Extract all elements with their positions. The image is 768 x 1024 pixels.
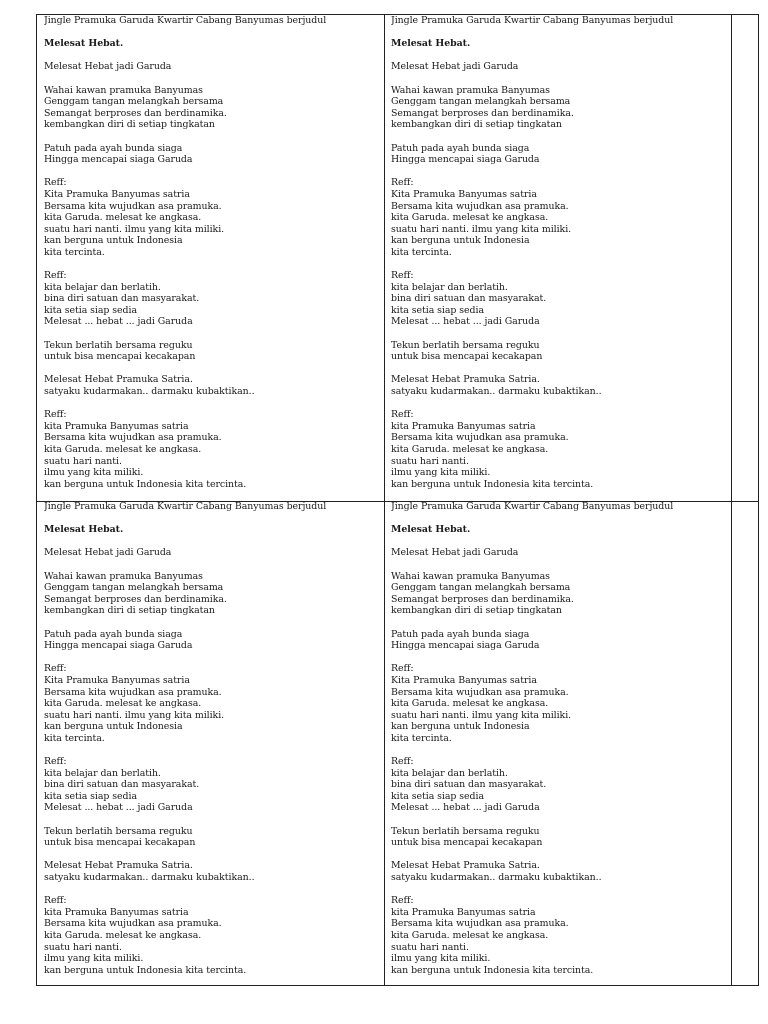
- spacer: [391, 617, 731, 629]
- lyric-line: kita Garuda. melesat ke angkasa.: [391, 212, 549, 224]
- card-heading: Jingle Pramuka Garuda Kwartir Cabang Banyumas berjudul: [391, 501, 674, 512]
- spacer: [44, 398, 384, 410]
- lyric-line: kita belajar dan berlatih.: [44, 767, 161, 779]
- spacer: [391, 536, 731, 548]
- lyric-line: Genggam tangan melangkah bersama: [391, 96, 571, 108]
- lyric-line: suatu hari nanti.: [391, 941, 469, 953]
- lyrics-card-bottom-left: [44, 501, 384, 985]
- lyric-line: kan berguna untuk Indonesia: [44, 235, 183, 247]
- spacer: [391, 652, 731, 664]
- lyric-line: untuk bisa mencapai kecakapan: [44, 351, 196, 363]
- reff-label: Reff:: [44, 895, 67, 907]
- lyric-line: kita Pramuka Banyumas satria: [44, 906, 189, 918]
- lyric-line: Melesat Hebat Pramuka Satria.: [391, 860, 540, 872]
- lyric-line: Patuh pada ayah bunda siaga: [391, 142, 530, 154]
- spacer: [391, 744, 731, 756]
- column-divider-right: [731, 15, 732, 985]
- lyric-line: untuk bisa mencapai kecakapan: [44, 837, 196, 849]
- lyric-line: kan berguna untuk Indonesia: [391, 721, 530, 733]
- lyric-line: kita tercinta.: [391, 732, 452, 744]
- lyric-line: suatu hari nanti. ilmu yang kita miliki.: [391, 223, 572, 235]
- lyric-line: Wahai kawan pramuka Banyumas: [391, 570, 550, 582]
- lyric-line: kita Garuda. melesat ke angkasa.: [44, 929, 202, 941]
- lyric-line: suatu hari nanti. ilmu yang kita miliki.: [44, 709, 225, 721]
- card-heading: Jingle Pramuka Garuda Kwartir Cabang Banyumas berjudul: [44, 15, 327, 26]
- lyrics-card-top-left: [44, 15, 384, 499]
- lyrics-sheet-table: [36, 14, 759, 986]
- lyric-line: kita Garuda. melesat ke angkasa.: [44, 698, 202, 710]
- spacer: [44, 652, 384, 664]
- song-subtitle: Melesat Hebat jadi Garuda: [44, 61, 172, 73]
- spacer: [44, 559, 384, 571]
- lyric-line: kita tercinta.: [44, 246, 105, 258]
- lyric-line: Genggam tangan melangkah bersama: [44, 582, 224, 594]
- lyric-line: Wahai kawan pramuka Banyumas: [391, 84, 550, 96]
- lyric-line: Melesat ... hebat ... jadi Garuda: [44, 316, 193, 328]
- lyric-line: kembangkan diri di setiap tingkatan: [44, 605, 215, 617]
- spacer: [44, 50, 384, 62]
- lyric-line: ilmu yang kita miliki.: [391, 953, 491, 965]
- spacer: [44, 849, 384, 861]
- spacer: [44, 884, 384, 896]
- lyric-line: untuk bisa mencapai kecakapan: [391, 837, 543, 849]
- spacer: [44, 536, 384, 548]
- lyric-line: kan berguna untuk Indonesia kita tercinta.: [44, 478, 247, 490]
- lyric-line: ilmu yang kita miliki.: [391, 467, 491, 479]
- spacer: [44, 131, 384, 143]
- card-heading: Jingle Pramuka Garuda Kwartir Cabang Banyumas berjudul: [44, 501, 327, 512]
- spacer: [391, 559, 731, 571]
- lyric-line: Hingga mencapai siaga Garuda: [44, 154, 193, 166]
- lyric-line: Bersama kita wujudkan asa pramuka.: [44, 918, 222, 930]
- lyric-line: bina diri satuan dan masyarakat.: [391, 779, 547, 791]
- reff-label: Reff:: [391, 177, 414, 189]
- lyric-line: kita setia siap sedia: [391, 304, 484, 316]
- lyric-line: ilmu yang kita miliki.: [44, 953, 144, 965]
- spacer: [44, 27, 384, 39]
- lyric-line: Kita Pramuka Banyumas satria: [44, 674, 190, 686]
- spacer: [44, 363, 384, 375]
- song-subtitle: Melesat Hebat jadi Garuda: [391, 547, 519, 559]
- spacer: [391, 328, 731, 340]
- lyric-line: satyaku kudarmakan.. darmaku kubaktikan..: [391, 872, 602, 883]
- lyric-line: kita belajar dan berlatih.: [391, 281, 508, 293]
- song-title: Melesat Hebat.: [391, 38, 471, 50]
- lyric-line: Kita Pramuka Banyumas satria: [391, 188, 537, 200]
- lyric-line: Tekun berlatih bersama reguku: [391, 825, 540, 837]
- lyrics-card-top-right: [391, 15, 731, 499]
- lyric-line: kita setia siap sedia: [44, 304, 137, 316]
- lyric-line: bina diri satuan dan masyarakat.: [391, 293, 547, 305]
- spacer: [391, 814, 731, 826]
- lyric-line: suatu hari nanti.: [391, 455, 469, 467]
- lyric-line: bina diri satuan dan masyarakat.: [44, 293, 200, 305]
- lyric-line: Hingga mencapai siaga Garuda: [391, 154, 540, 166]
- lyric-line: Tekun berlatih bersama reguku: [391, 339, 540, 351]
- reff-label: Reff:: [391, 409, 414, 421]
- lyric-line: Patuh pada ayah bunda siaga: [44, 628, 183, 640]
- song-title: Melesat Hebat.: [391, 524, 471, 536]
- lyric-line: Tekun berlatih bersama reguku: [44, 825, 193, 837]
- lyric-line: kita setia siap sedia: [391, 790, 484, 802]
- lyric-line: kembangkan diri di setiap tingkatan: [391, 605, 562, 617]
- lyric-line: Melesat Hebat Pramuka Satria.: [44, 860, 193, 872]
- lyric-line: Semangat berproses dan berdinamika.: [391, 593, 574, 605]
- lyric-line: kita belajar dan berlatih.: [391, 767, 508, 779]
- column-divider: [384, 15, 385, 985]
- lyric-line: suatu hari nanti.: [44, 941, 122, 953]
- lyric-line: Hingga mencapai siaga Garuda: [391, 640, 540, 652]
- lyric-line: Genggam tangan melangkah bersama: [391, 582, 571, 594]
- spacer: [44, 513, 384, 525]
- lyric-line: suatu hari nanti.: [44, 455, 122, 467]
- lyric-line: kita Pramuka Banyumas satria: [391, 420, 536, 432]
- lyric-line: ilmu yang kita miliki.: [44, 467, 144, 479]
- lyric-line: suatu hari nanti. ilmu yang kita miliki.: [391, 709, 572, 721]
- reff-label: Reff:: [44, 177, 67, 189]
- lyric-line: Semangat berproses dan berdinamika.: [391, 107, 574, 119]
- lyric-line: satyaku kudarmakan.. darmaku kubaktikan..: [391, 386, 602, 397]
- lyric-line: Bersama kita wujudkan asa pramuka.: [44, 200, 222, 212]
- lyric-line: Bersama kita wujudkan asa pramuka.: [44, 432, 222, 444]
- lyric-line: Bersama kita wujudkan asa pramuka.: [44, 686, 222, 698]
- lyric-line: Hingga mencapai siaga Garuda: [44, 640, 193, 652]
- lyric-line: Melesat Hebat Pramuka Satria.: [391, 374, 540, 386]
- spacer: [391, 884, 731, 896]
- lyric-line: Kita Pramuka Banyumas satria: [44, 188, 190, 200]
- lyric-line: Bersama kita wujudkan asa pramuka.: [391, 432, 569, 444]
- lyric-line: bina diri satuan dan masyarakat.: [44, 779, 200, 791]
- spacer: [44, 328, 384, 340]
- spacer: [44, 258, 384, 270]
- lyric-line: Semangat berproses dan berdinamika.: [44, 593, 227, 605]
- spacer: [391, 73, 731, 85]
- spacer: [391, 363, 731, 375]
- lyric-line: Patuh pada ayah bunda siaga: [44, 142, 183, 154]
- lyric-line: Semangat berproses dan berdinamika.: [44, 107, 227, 119]
- spacer: [391, 166, 731, 178]
- lyric-line: satyaku kudarmakan.. darmaku kubaktikan..: [44, 872, 255, 883]
- lyric-line: kan berguna untuk Indonesia: [44, 721, 183, 733]
- lyric-line: kita Garuda. melesat ke angkasa.: [44, 443, 202, 455]
- reff-label: Reff:: [391, 895, 414, 907]
- lyric-line: Bersama kita wujudkan asa pramuka.: [391, 918, 569, 930]
- lyric-line: kita Garuda. melesat ke angkasa.: [44, 212, 202, 224]
- reff-label: Reff:: [391, 663, 414, 675]
- lyric-line: Bersama kita wujudkan asa pramuka.: [391, 200, 569, 212]
- lyric-line: Wahai kawan pramuka Banyumas: [44, 570, 203, 582]
- lyric-line: Melesat Hebat Pramuka Satria.: [44, 374, 193, 386]
- spacer: [44, 814, 384, 826]
- lyrics-card-bottom-right: [391, 501, 731, 985]
- spacer: [44, 166, 384, 178]
- lyric-line: kan berguna untuk Indonesia kita tercinta.: [391, 478, 594, 490]
- spacer: [391, 258, 731, 270]
- lyric-line: kita Pramuka Banyumas satria: [391, 906, 536, 918]
- lyric-line: Tekun berlatih bersama reguku: [44, 339, 193, 351]
- lyric-line: kan berguna untuk Indonesia: [391, 235, 530, 247]
- lyric-line: untuk bisa mencapai kecakapan: [391, 351, 543, 363]
- lyric-line: kita Pramuka Banyumas satria: [44, 420, 189, 432]
- spacer: [391, 398, 731, 410]
- lyric-line: Patuh pada ayah bunda siaga: [391, 628, 530, 640]
- lyric-line: kita tercinta.: [391, 246, 452, 258]
- reff-label: Reff:: [44, 663, 67, 675]
- reff-label: Reff:: [391, 756, 414, 768]
- spacer: [44, 73, 384, 85]
- song-subtitle: Melesat Hebat jadi Garuda: [391, 61, 519, 73]
- lyric-line: Wahai kawan pramuka Banyumas: [44, 84, 203, 96]
- lyric-line: kan berguna untuk Indonesia kita tercinta.: [44, 964, 247, 976]
- lyric-line: kita Garuda. melesat ke angkasa.: [391, 698, 549, 710]
- song-title: Melesat Hebat.: [44, 524, 124, 536]
- spacer: [44, 617, 384, 629]
- reff-label: Reff:: [44, 409, 67, 421]
- lyric-line: kita Garuda. melesat ke angkasa.: [391, 929, 549, 941]
- lyric-line: satyaku kudarmakan.. darmaku kubaktikan..: [44, 386, 255, 397]
- reff-label: Reff:: [44, 270, 67, 282]
- card-heading: Jingle Pramuka Garuda Kwartir Cabang Banyumas berjudul: [391, 15, 674, 26]
- lyric-line: Kita Pramuka Banyumas satria: [391, 674, 537, 686]
- lyric-line: Melesat ... hebat ... jadi Garuda: [44, 802, 193, 814]
- spacer: [391, 50, 731, 62]
- lyric-line: kita tercinta.: [44, 732, 105, 744]
- song-subtitle: Melesat Hebat jadi Garuda: [44, 547, 172, 559]
- lyric-line: Bersama kita wujudkan asa pramuka.: [391, 686, 569, 698]
- spacer: [391, 513, 731, 525]
- song-title: Melesat Hebat.: [44, 38, 124, 50]
- lyric-line: kembangkan diri di setiap tingkatan: [391, 119, 562, 131]
- lyric-line: Genggam tangan melangkah bersama: [44, 96, 224, 108]
- lyric-line: Melesat ... hebat ... jadi Garuda: [391, 316, 540, 328]
- reff-label: Reff:: [44, 756, 67, 768]
- spacer: [391, 131, 731, 143]
- lyric-line: kita setia siap sedia: [44, 790, 137, 802]
- spacer: [391, 849, 731, 861]
- lyric-line: kembangkan diri di setiap tingkatan: [44, 119, 215, 131]
- lyric-line: kita Garuda. melesat ke angkasa.: [391, 443, 549, 455]
- lyric-line: kita belajar dan berlatih.: [44, 281, 161, 293]
- lyric-line: Melesat ... hebat ... jadi Garuda: [391, 802, 540, 814]
- lyric-line: kan berguna untuk Indonesia kita tercinta.: [391, 964, 594, 976]
- reff-label: Reff:: [391, 270, 414, 282]
- spacer: [44, 744, 384, 756]
- lyric-line: suatu hari nanti. ilmu yang kita miliki.: [44, 223, 225, 235]
- spacer: [391, 27, 731, 39]
